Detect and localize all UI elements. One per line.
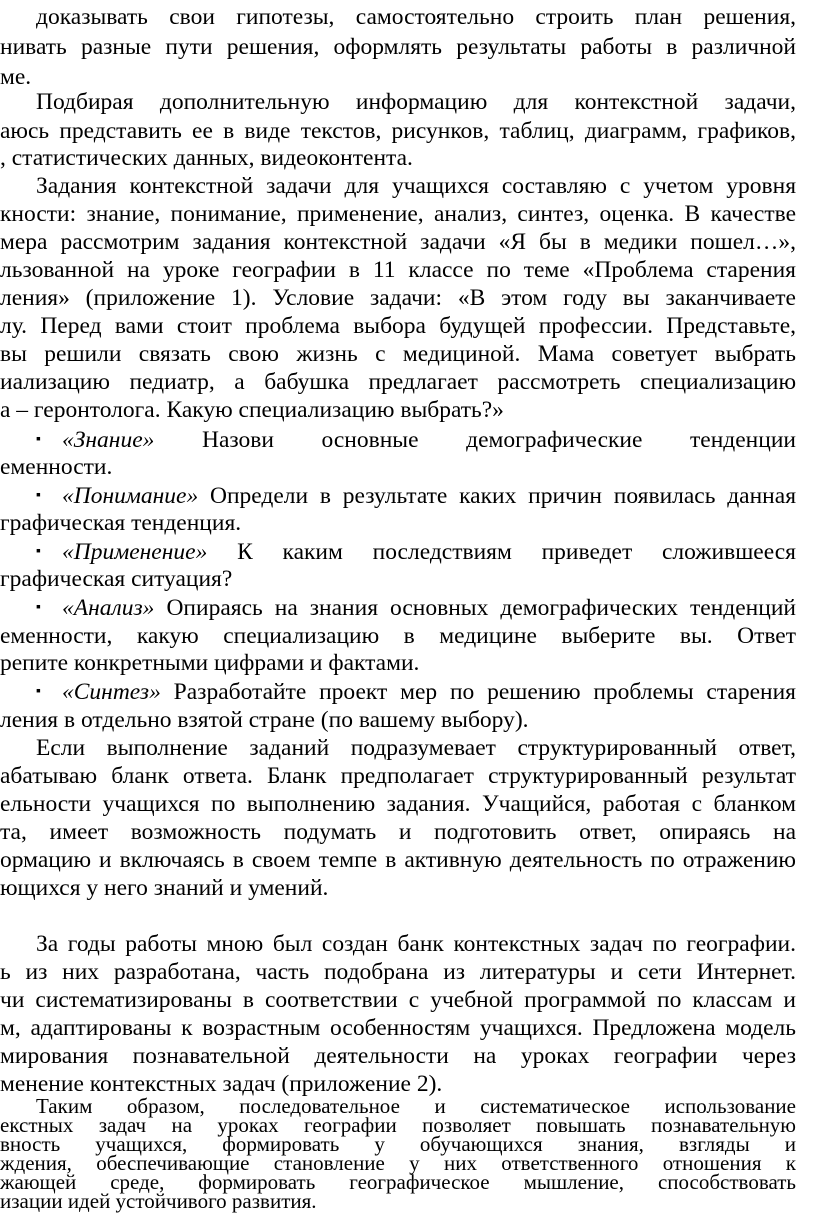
- text-line: еменности.: [0, 454, 113, 480]
- text-line: льзованной на уроке географии в 11 классе по теме «Проблема старения: [0, 257, 796, 283]
- bullet-item: [62, 481, 796, 511]
- bullet-marker: ▪: [36, 600, 41, 615]
- text-line: ельности учащихся по выполнению задания. Учащийся, работая с бланком: [0, 791, 796, 817]
- bullet-marker: ▪: [36, 432, 41, 447]
- text-line: изации идей устойчивого развития.: [0, 1189, 317, 1213]
- bullet-label: «Анализ»: [62, 595, 155, 621]
- text-line: ь из них разработана, часть подобрана из литературы и сети Интернет.: [0, 959, 796, 985]
- text-line: иализацию педиатр, а бабушка предлагает рассмотреть специализацию: [0, 369, 796, 395]
- bullet-marker: ▪: [36, 544, 41, 559]
- text-line: м, адаптированы к возрастным особенностям учащихся. Предложена модель: [0, 1015, 796, 1041]
- text-line: ормацию и включаясь в своем темпе в активную деятельность по отражению: [0, 847, 796, 873]
- text-line: мирования познавательной деятельности на уроках географии через: [0, 1043, 796, 1069]
- text-line: лу. Перед вами стоит проблема выбора будущей профессии. Представьте,: [0, 313, 796, 339]
- text-line: графическая тенденция.: [0, 510, 242, 536]
- bullet-label: «Применение»: [62, 539, 208, 565]
- text-line: Подбирая дополнительную информацию для контекстной задачи,: [36, 89, 796, 115]
- bullet-item: [62, 593, 796, 623]
- text-line: аюсь представить ее в виде текстов, рисунков, таблиц, диаграмм, графиков,: [0, 118, 796, 144]
- text-line: нивать разные пути решения, оформлять результаты работы в различной: [0, 34, 796, 60]
- bullet-item: [62, 537, 796, 567]
- bullet-text: Назови основные демографические тенденции: [154, 427, 796, 453]
- text-line: ме.: [0, 64, 32, 90]
- text-line: За годы работы мною был создан банк контекстных задач по географии.: [36, 931, 796, 957]
- text-line: ления» (приложение 1). Условие задачи: «В этом году вы заканчиваете: [0, 285, 796, 311]
- text-line: вы решили связать свою жизнь с медициной. Мама советует выбрать: [0, 341, 796, 367]
- text-line: абатываю бланк ответа. Бланк предполагает структурированный результат: [0, 763, 796, 789]
- text-line: доказывать свои гипотезы, самостоятельно строить план решения,: [36, 4, 796, 30]
- text-line: еменности, какую специализацию в медицине выберите вы. Ответ: [0, 623, 796, 649]
- text-line: екстных задач на уроках географии позволяет повышать познавательную: [0, 1113, 796, 1137]
- text-line: а – геронтолога. Какую специализацию выбрать?»: [0, 397, 504, 423]
- bullet-marker: ▪: [36, 684, 41, 699]
- text-line: , статистических данных, видеоконтента.: [0, 145, 413, 171]
- text-line: графическая ситуация?: [0, 566, 233, 592]
- text-line: та, имеет возможность подумать и подготовить ответ, опираясь на: [0, 819, 796, 845]
- text-line: Если выполнение заданий подразумевает структурированный ответ,: [36, 735, 796, 761]
- text-line: кности: знание, понимание, применение, анализ, синтез, оценка. В качестве: [0, 201, 796, 227]
- text-line: ления в отдельно взятой стране (по вашему выбору).: [0, 707, 529, 733]
- text-line: мера рассмотрим задания контекстной задачи «Я бы в медики пошел…»,: [0, 229, 796, 255]
- bullet-text: Определи в результате каких причин появилась данная: [198, 483, 796, 509]
- bullet-label: «Понимание»: [62, 483, 199, 509]
- bullet-marker: ▪: [36, 488, 41, 503]
- text-line: Таким образом, последовательное и систематическое использование: [36, 1094, 796, 1118]
- text-line: жающей среде, формировать географическое мышление, способствовать: [0, 1170, 796, 1194]
- text-line: ждения, обеспечивающие становление у них ответственного отношения к: [0, 1151, 796, 1175]
- text-line: репите конкретными цифрами и фактами.: [0, 650, 420, 676]
- bullet-label: «Знание»: [62, 427, 155, 453]
- text-line: ющихся у него знаний и умений.: [0, 875, 329, 901]
- text-line: менение контекстных задач (приложение 2).: [0, 1071, 443, 1097]
- bullet-text: Разработайте проект мер по решению проблемы старения: [160, 679, 796, 705]
- bullet-text: Опираясь на знания основных демографических тенденций: [154, 595, 796, 621]
- bullet-item: [62, 677, 796, 707]
- text-line: Задания контекстной задачи для учащихся составляю с учетом уровня: [36, 173, 796, 199]
- bullet-text: К каким последствиям приведет сложившееся: [207, 539, 796, 565]
- bullet-label: «Синтез»: [62, 679, 161, 705]
- text-line: чи систематизированы в соответствии с учебной программой по классам и: [0, 987, 796, 1013]
- bullet-item: [62, 425, 796, 455]
- text-line: вность учащихся, формировать у обучающихся знания, взгляды и: [0, 1132, 796, 1156]
